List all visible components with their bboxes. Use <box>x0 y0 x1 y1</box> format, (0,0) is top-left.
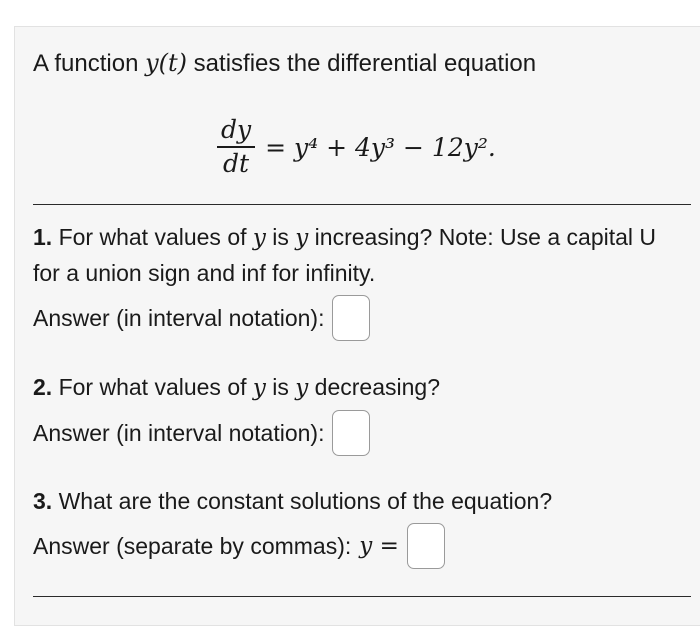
intro-prefix: A function <box>33 50 146 77</box>
question-2 <box>33 370 683 456</box>
question-3-text-body: What are the constant solutions of the equation? <box>52 488 553 514</box>
question-1-answer-label: Answer (in interval notation): <box>33 304 325 331</box>
divider-bottom <box>33 596 691 597</box>
fraction-denominator: dt <box>223 149 250 178</box>
question-2-number: 2. <box>33 374 53 400</box>
question-3-answer-row <box>33 523 683 569</box>
question-2-answer-label: Answer (in interval notation): <box>33 419 325 446</box>
question-2-answer-row <box>33 410 683 456</box>
question-1-var-y: y <box>252 225 266 251</box>
intro-function: y(t) <box>145 49 188 77</box>
fraction-numerator: dy <box>221 115 252 144</box>
question-1-number: 1. <box>33 224 53 250</box>
question-2-var-y: y <box>252 375 266 401</box>
question-1-text-a: For what values of <box>52 224 253 250</box>
question-1-answer-row <box>33 295 683 341</box>
question-3-answer-math: y = <box>359 532 399 559</box>
equation-rhs: = y⁴ + 4y³ − 12y². <box>265 132 496 162</box>
derivative-fraction <box>217 114 255 180</box>
question-3-answer-input[interactable] <box>407 523 445 569</box>
question-3-answer-label: Answer (separate by commas): <box>33 532 352 559</box>
question-2-text-c: decreasing? <box>308 374 440 400</box>
question-1-text <box>33 220 683 291</box>
question-2-text-a: For what values of <box>52 374 253 400</box>
question-3 <box>33 484 683 569</box>
question-1 <box>33 220 683 341</box>
intro-suffix: satisfies the differential equation <box>187 50 537 77</box>
differential-equation <box>217 107 496 187</box>
question-1-var-y-2: y <box>295 225 309 251</box>
question-1-text-b: is <box>265 224 296 250</box>
question-2-text-b: is <box>265 374 296 400</box>
question-3-text <box>33 484 683 519</box>
problem-panel <box>14 26 700 626</box>
question-3-number: 3. <box>33 488 53 514</box>
question-1-answer-input[interactable] <box>332 295 370 341</box>
question-1-text-c: increasing? Note: Use a capital U for a union sign and inf for infinity. <box>33 224 657 286</box>
question-2-text <box>33 370 683 406</box>
question-2-answer-input[interactable] <box>332 410 370 456</box>
intro-text <box>33 47 536 80</box>
divider-top <box>33 204 691 205</box>
question-2-var-y-2: y <box>295 375 309 401</box>
